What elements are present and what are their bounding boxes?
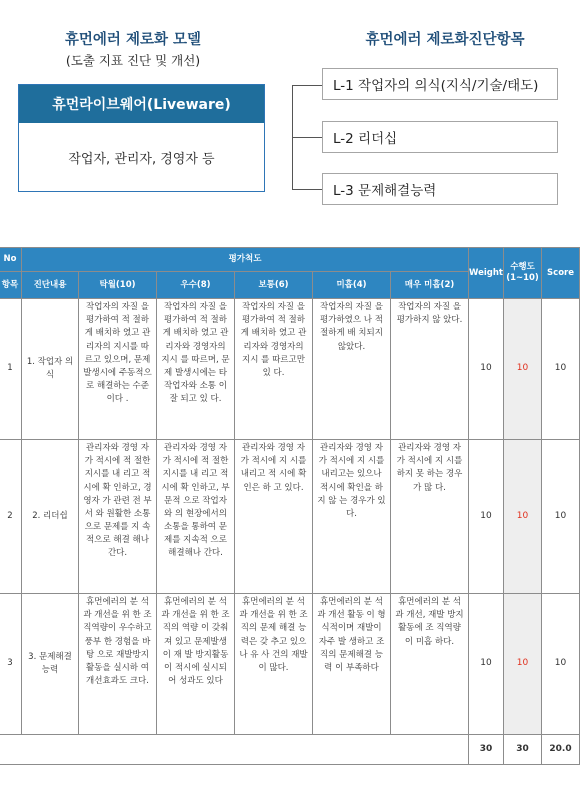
liveware-box-body: 작업자, 관리자, 경영자 등 — [68, 151, 215, 167]
cell-score: 10 — [542, 594, 580, 735]
cell-very-poor: 관리자와 경영 자가 적시에 지 시를 하지 못 하는 경우가 많 다. — [391, 440, 469, 594]
row-no: 3 — [0, 594, 22, 735]
row-no: 2 — [0, 440, 22, 594]
row-content: 2. 리더쉽 — [22, 440, 79, 594]
cell-good: 휴먼에러의 분 석과 개선을 위 한 조직의 역량 이 갖춰져 있고 문제발생이 재 발 방지활동이 적시에 실시되 어 성과도 있다 — [157, 594, 235, 735]
header-content: 진단내용 — [22, 272, 79, 299]
cell-excellent: 작업자의 자질 을 평가하여 적 절하게 배치하 였고 관리자의 지시를 따르고 있으며, 문제 발생시에 주동적으로 해결하는 수준이다 . — [79, 299, 157, 440]
connector-l2 — [292, 137, 322, 138]
liveware-box — [18, 84, 265, 192]
table-row — [0, 299, 580, 440]
cell-very-poor: 휴먼에러의 분 석과 개선, 재발 방지활동에 조 직역량이 미흡 하다. — [391, 594, 469, 735]
model-subtitle: (도출 지표 진단 및 개선) — [65, 53, 201, 68]
header-weight: Weight — [469, 248, 504, 299]
cell-score: 10 — [542, 440, 580, 594]
cell-average: 관리자와 경영 자가 적시에 지 시를 내리고 적 시에 확인은 하 고 있다. — [235, 440, 313, 594]
diagnosis-item-l2: L-2 리더십 — [322, 121, 558, 153]
header-very-poor: 매우 미흡(2) — [391, 272, 469, 299]
cell-average: 작업자의 자질 을 평가하여 적 절하게 배치하 였고 관리자와 경영자의 지시 를 따르고만 있 다. — [235, 299, 313, 440]
header-average: 보통(6) — [235, 272, 313, 299]
header-score: Score — [542, 248, 580, 299]
row-content: 3. 문제해결 능력 — [22, 594, 79, 735]
cell-very-poor: 작업자의 자질 을 평가하지 않 았다. — [391, 299, 469, 440]
evaluation-table — [0, 247, 580, 765]
table-row — [0, 594, 580, 735]
header-excellent: 탁월(10) — [79, 272, 157, 299]
cell-weight: 10 — [469, 594, 504, 735]
header-performance: 수행도 (1~10) — [504, 248, 542, 299]
diagnosis-item-l3: L-3 문제해결능력 — [322, 173, 558, 205]
row-no: 1 — [0, 299, 22, 440]
total-score: 20.0 — [542, 735, 580, 765]
cell-performance: 10 — [504, 594, 542, 735]
connector-l1 — [292, 85, 322, 86]
cell-performance: 10 — [504, 299, 542, 440]
cell-score: 10 — [542, 299, 580, 440]
row-content: 1. 작업자 의식 — [22, 299, 79, 440]
diagnosis-item-l1: L-1 작업자의 의식(지식/기술/태도) — [322, 68, 558, 100]
cell-weight: 10 — [469, 440, 504, 594]
cell-weight: 10 — [469, 299, 504, 440]
cell-excellent: 휴먼에러의 분 석과 개선을 위 한 조직역량이 우수하고 풍부 한 경험을 바탕 으로 재발방지 활동을 실시하 여 개선효과도 크다. — [79, 594, 157, 735]
cell-good: 관리자와 경영 자가 적시에 적 절한 지시를 내 리고 적시에 확 인하고, 부문적 으로 작업자와 의 현장에서의 소통을 통하여 문제를 지속적 으로 해결해나 간다. — [157, 440, 235, 594]
header-item: 항목 — [0, 272, 22, 299]
cell-poor: 작업자의 자질 을 평가하였으 나 적절하게 배 치되지 않았다. — [313, 299, 391, 440]
cell-good: 작업자의 자질 을 평가하여 적 절하게 배치하 였고 관리자와 경영자의 지시 를 따르며, 문제 발생시에는 타 작업자와 소통 이 잘 되고 있 다. — [157, 299, 235, 440]
header-good: 우수(8) — [157, 272, 235, 299]
cell-average: 휴먼에러의 분 석과 개선을 위 한 조직의 문제 해결 능력은 갖 추고 있으나 유 사 건의 재발이 많다. — [235, 594, 313, 735]
diagnosis-title: 휴먼에러 제로화진단항목 — [365, 32, 525, 48]
model-title: 휴먼에러 제로화 모델 — [64, 32, 202, 48]
table-row — [0, 440, 580, 594]
liveware-box-header: 휴먼라이브웨어(Liveware) — [19, 85, 264, 123]
header-no: No — [0, 248, 22, 272]
header-scale-group: 평가척도 — [22, 248, 469, 272]
cell-poor: 휴먼에러의 분 석과 개선 활동 이 형식적이며 재발이 자주 발 생하고 조직의 문제해결 능력 이 부족하다 — [313, 594, 391, 735]
total-weight: 30 — [469, 735, 504, 765]
cell-excellent: 관리자와 경영 자가 적시에 적 절한 지시를 내 리고 적시에 확 인하고, 경영자 가 관련 전 부서 와 원활한 소통 으로 문제를 지 속적으로 해결 해나간다. — [79, 440, 157, 594]
total-performance: 30 — [504, 735, 542, 765]
header-poor: 미흡(4) — [313, 272, 391, 299]
connector-l3 — [292, 189, 322, 190]
cell-poor: 관리자와 경영 자가 적시에 지 시를 내리고는 있으나 적시에 확인을 하지 않 는 경우가 있다. — [313, 440, 391, 594]
totals-row — [0, 735, 580, 765]
totals-blank — [0, 735, 469, 765]
cell-performance: 10 — [504, 440, 542, 594]
